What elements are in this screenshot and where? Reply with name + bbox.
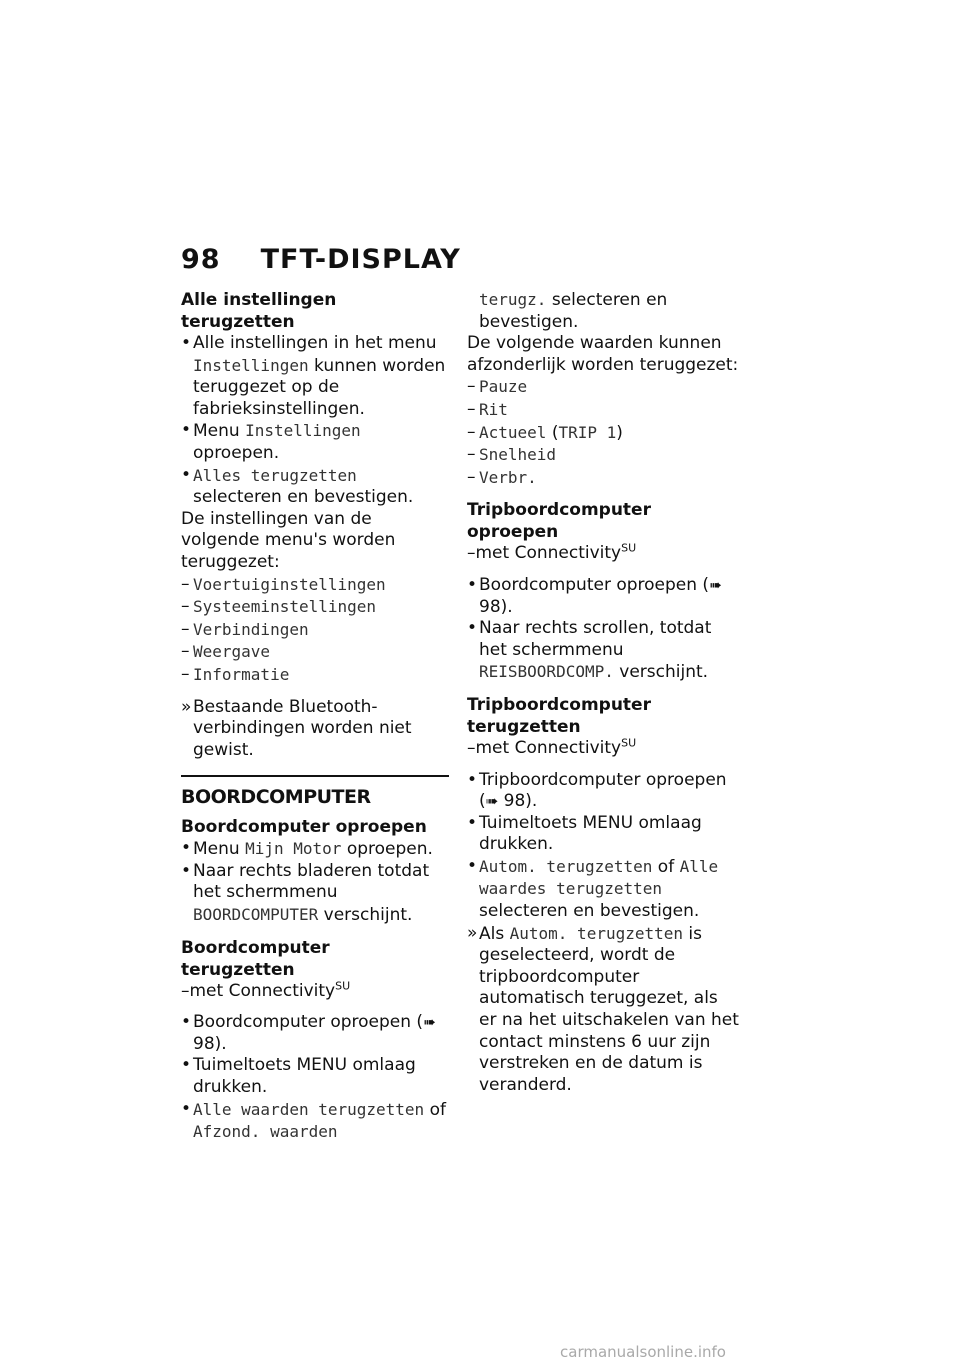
note-item: [181, 697, 449, 762]
reset-menu-item: [181, 596, 449, 619]
note-item: [467, 923, 739, 1097]
condition: [181, 981, 449, 1003]
list-item: [181, 1055, 449, 1098]
dash: –: [467, 543, 476, 564]
page-ref-arrow-icon: ➠: [709, 575, 722, 594]
dash: –: [181, 641, 190, 662]
list-item: [181, 861, 449, 927]
dash: –: [181, 980, 190, 1001]
trip-note-pre: Als: [479, 923, 505, 944]
list-item: [467, 856, 739, 923]
value-item: [467, 376, 739, 399]
menu-name: Informatie: [193, 664, 290, 684]
cont-tail: selecteren en bevestigen.: [479, 290, 668, 332]
open-b1-pre: Menu: [193, 839, 240, 860]
reset-b3-tail: selecteren en bevestigen.: [193, 487, 414, 508]
bullet: •: [467, 618, 478, 639]
page-header: [181, 244, 461, 275]
bullet: •: [181, 464, 192, 485]
value-item: [467, 467, 739, 490]
menu-name: Afzond. waarden: [193, 1122, 338, 1142]
right-column: [467, 289, 739, 1096]
dash: –: [467, 737, 476, 758]
value-name: Actueel: [479, 422, 547, 442]
note-marker: »: [467, 922, 478, 943]
page-ref-arrow-icon: ➠: [423, 1013, 436, 1032]
option-code: SU: [621, 736, 637, 750]
menu-name: BOORDCOMPUTER: [193, 905, 319, 925]
condition-text: met Connectivity: [475, 543, 622, 564]
reset-b1-tail: kunnen worden teruggezet op de fabrieksinstellingen.: [193, 355, 446, 419]
trip-reset-b1-text: Tripboordcomputer oproepen: [479, 769, 727, 790]
bullet: •: [181, 1055, 192, 1076]
paren-open: (: [551, 422, 559, 443]
value-item: [467, 444, 739, 467]
reset-menu-item: [181, 664, 449, 687]
trip-open-heading: Tripboordcomputer oproepen: [467, 500, 651, 543]
menu-name: Instellingen: [245, 421, 361, 441]
note-marker: »: [181, 696, 192, 717]
watermark: carmanualsonline.info: [560, 1343, 726, 1361]
bullet: •: [467, 855, 478, 876]
trip-note-tail: is geselecteerd, wordt de tripboordcomputer automatisch teruggezet, als er na het uitschakelen van het contact minstens 6 uur zijn verstreken en de datum is veranderd.: [479, 923, 739, 1095]
reset-menu-item: [181, 619, 449, 642]
reset-paragraph: De instellingen van de volgende menu's worden teruggezet:: [181, 508, 396, 572]
paren-close: ): [616, 422, 623, 443]
reset-menu-item: [181, 641, 449, 664]
dash: –: [467, 466, 476, 487]
condition: [467, 738, 739, 760]
bullet: •: [181, 860, 192, 881]
page-ref-arrow-icon: ➠: [485, 792, 499, 811]
condition-text: met Connectivity: [189, 980, 336, 1001]
trip-open-b1-text: Boordcomputer oproepen: [479, 574, 698, 595]
page-ref: 98: [193, 1033, 215, 1054]
chapter-title: TFT-DISPLAY: [260, 244, 461, 275]
reset-b2-pre: Menu: [193, 421, 240, 442]
value-item: [467, 399, 739, 422]
or-text: of: [657, 856, 675, 877]
open-heading: Boordcomputer oproepen: [181, 817, 427, 838]
value-name: Rit: [479, 399, 508, 419]
menu-name: terugz.: [479, 290, 547, 309]
condition-text: met Connectivity: [475, 737, 622, 758]
bullet: •: [467, 812, 478, 833]
trip-reset-b3-tail: selecteren en bevestigen.: [479, 901, 700, 922]
menu-name: Autom. terugzetten: [509, 923, 684, 943]
option-code: SU: [335, 979, 351, 992]
bullet: •: [467, 769, 478, 790]
list-item: [181, 1099, 449, 1144]
bc-reset-b1-text: Boordcomputer oproepen: [193, 1012, 412, 1033]
reset-menu-item: [181, 574, 449, 597]
open-b2-text: Naar rechts bladeren totdat het schermmenu: [193, 860, 430, 903]
bullet: •: [181, 1098, 192, 1119]
trip-reset-b2-text: Tuimeltoets MENU omlaag drukken.: [479, 812, 702, 855]
value-name: Verbr.: [479, 467, 537, 487]
section-title: BOORDCOMPUTER: [181, 775, 449, 809]
bc-reset-heading: Boordcomputer terugzetten: [181, 937, 330, 980]
option-code: SU: [621, 541, 637, 555]
menu-name: Alles terugzetten: [193, 465, 357, 485]
bullet: •: [467, 574, 478, 595]
page-number: 98: [181, 244, 221, 275]
page-ref: 98: [479, 596, 501, 617]
list-item: [181, 420, 449, 464]
trip-reset-heading: Tripboordcomputer terugzetten: [467, 694, 651, 737]
menu-name: Systeeminstellingen: [193, 597, 377, 617]
list-item: [181, 333, 449, 420]
menu-name: Instellingen: [193, 355, 309, 375]
menu-name: Voertuiginstellingen: [193, 574, 386, 594]
list-item: • Tripboordcomputer oproepen (➠ 98).: [467, 769, 727, 812]
menu-name: Weergave: [193, 642, 271, 662]
dash: –: [181, 596, 190, 617]
list-item: [467, 813, 739, 856]
bullet: •: [181, 838, 192, 859]
trip-open-b2-tail: verschijnt.: [619, 662, 709, 683]
left-column: [181, 289, 449, 1144]
dash: –: [467, 376, 476, 397]
value-extra: TRIP 1: [558, 422, 617, 442]
list-item: [181, 838, 449, 861]
list-item: • Boordcomputer oproepen (➠ 98).: [181, 1012, 436, 1054]
open-b2-tail: verschijnt.: [323, 905, 413, 926]
trip-open-b2-text: Naar rechts scrollen, totdat het schermmenu: [479, 618, 712, 660]
menu-name: Alle waarden terugzetten: [193, 1099, 425, 1119]
value-name: Snelheid: [479, 445, 557, 465]
reset-b2-tail: oproepen.: [193, 442, 280, 463]
value-item: [467, 422, 739, 445]
bullet: •: [181, 1012, 192, 1033]
dash: –: [467, 398, 476, 419]
page-ref: 98: [503, 791, 526, 812]
menu-name: Alle waardes terugzetten: [479, 856, 719, 899]
bluetooth-note: Bestaande Bluetooth-verbindingen worden niet gewist.: [193, 696, 412, 760]
value-name: Pauze: [479, 377, 528, 397]
list-item: [181, 465, 449, 509]
menu-name: Autom. terugzetten: [479, 856, 653, 876]
dash: –: [181, 618, 190, 639]
dash: –: [467, 421, 476, 442]
values-paragraph: De volgende waarden kunnen afzonderlijk worden teruggezet:: [467, 333, 739, 375]
reset-all-heading: Alle instellingen terugzetten: [181, 290, 337, 332]
dash: –: [181, 573, 190, 594]
bc-reset-b2-text: Tuimeltoets MENU omlaag drukken.: [193, 1055, 416, 1098]
reset-b1-text: Alle instellingen in het menu: [193, 333, 437, 353]
dash: –: [181, 663, 190, 684]
condition: [467, 543, 739, 565]
open-b1-tail: oproepen.: [346, 839, 433, 860]
menu-name: Verbindingen: [193, 619, 309, 639]
or-text: of: [429, 1099, 446, 1120]
dash: –: [467, 444, 476, 465]
list-item: [467, 618, 739, 684]
bullet: •: [181, 420, 192, 441]
menu-name: REISBOORDCOMP.: [479, 662, 614, 682]
list-item-continued: [467, 289, 739, 333]
bullet: •: [181, 333, 192, 353]
menu-name: Mijn Motor: [245, 839, 342, 859]
list-item: • Boordcomputer oproepen (➠ 98).: [467, 574, 722, 617]
